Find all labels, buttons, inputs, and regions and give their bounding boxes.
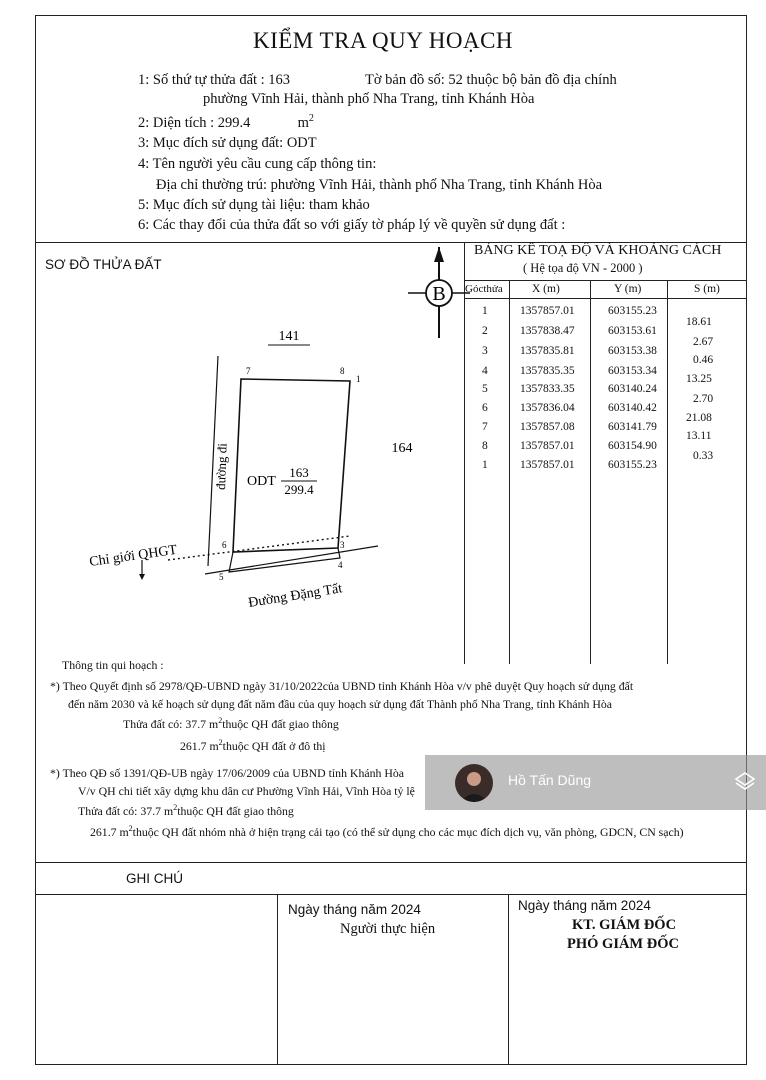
table-cell-y: 603153.34 xyxy=(608,365,657,377)
sign-left-role: Người thực hiện xyxy=(340,921,436,937)
sign-right-date: Ngày tháng năm 2024 xyxy=(518,898,651,913)
qhgt-label: Chỉ giới QHGT xyxy=(88,542,178,570)
planning-decision-1-line1: *) Theo Quyết định số 2978/QĐ-UBND ngày 31/10/2022của UBND tỉnh Khánh Hòa v/v phê duyệt Quy hoạch sử dụng đất xyxy=(50,679,634,693)
info-land-use: 3: Mục đích sử dụng đất: ODT xyxy=(138,135,317,151)
table-cell-x: 1357857.01 xyxy=(520,459,575,471)
info-location: phường Vĩnh Hải, thành phố Nha Trang, tỉnh Khánh Hòa xyxy=(203,91,535,107)
table-cell-y: 603155.23 xyxy=(608,459,657,471)
road-left-label: đường đi xyxy=(213,442,230,491)
info-area: 2: Diện tích : 299.4 $m^2$ xyxy=(138,113,314,131)
point-label-4: 4 xyxy=(338,560,343,570)
info-address: Địa chỉ thường trú: phường Vĩnh Hải, thành phố Nha Trang, tỉnh Khánh Hòa xyxy=(156,177,603,193)
planning-decision-2-line1: *) Theo QĐ số 1391/QĐ-UB ngày 17/06/2009 của UBND tỉnh Khánh Hòa xyxy=(50,766,404,780)
col-header-corner: Gócthửa xyxy=(465,283,503,295)
table-cell-distance: 0.46 xyxy=(693,354,714,366)
info-changes: 6: Các thay đổi của thửa đất so với giấy tờ pháp lý về quyền sử dụng đất : xyxy=(138,217,566,233)
table-cell-corner: 6 xyxy=(482,402,488,414)
table-cell-corner: 4 xyxy=(482,365,488,377)
table-cell-y: 603153.38 xyxy=(608,345,657,357)
sign-left-date: Ngày tháng năm 2024 xyxy=(288,902,421,917)
table-cell-distance: 0.33 xyxy=(693,450,714,462)
road-bottom-label: Đường Đặng Tất xyxy=(247,581,344,611)
table-cell-distance: 13.25 xyxy=(686,373,712,385)
area-unit: m xyxy=(297,114,309,131)
table-cell-x: 1357838.47 xyxy=(520,325,575,337)
planning-decision-1-traffic: Thửa đất có: 37.7 $m^2thuộc$ QH đất giao thông xyxy=(123,716,339,731)
table-cell-corner: 1 xyxy=(482,305,488,317)
point-label-1: 1 xyxy=(356,374,361,384)
table-cell-corner: 2 xyxy=(482,325,488,337)
layers-icon[interactable] xyxy=(733,770,757,794)
planning-heading: Thông tin qui hoạch : xyxy=(62,658,164,672)
map-section-label: SƠ ĐỒ THỬA ĐẤT xyxy=(45,257,162,272)
user-name[interactable]: Hồ Tấn Dũng xyxy=(508,772,592,788)
table-cell-y: 603140.24 xyxy=(608,383,657,395)
table-cell-x: 1357857.01 xyxy=(520,305,575,317)
col-header-s: S (m) xyxy=(694,283,720,295)
avatar[interactable] xyxy=(455,764,493,802)
table-cell-corner: 5 xyxy=(482,383,488,395)
parcel-164-label: 164 xyxy=(391,441,413,456)
qhgt-arrow xyxy=(139,574,145,580)
info-purpose: 5: Mục đích sử dụng tài liệu: tham khảo xyxy=(138,197,370,213)
sign-right-role-2: PHÓ GIÁM ĐỐC xyxy=(567,936,679,952)
table-cell-x: 1357835.81 xyxy=(520,345,575,357)
table-cell-corner: 3 xyxy=(482,345,488,357)
table-cell-x: 1357833.35 xyxy=(520,383,575,395)
parcel-area-label: 299.4 xyxy=(284,482,314,497)
coordinate-table xyxy=(464,280,747,664)
planning-decision-2-line2: V/v QH chi tiết xây dựng khu dân cư Phường Vĩnh Hải, Vĩnh Hòa tỷ lệ xyxy=(78,784,415,798)
table-cell-distance: 18.61 xyxy=(686,316,712,328)
table-cell-distance: 2.70 xyxy=(693,393,714,405)
table-cell-x: 1357835.35 xyxy=(520,365,575,377)
parcel-number-label: 163 xyxy=(289,465,309,480)
point-label-3: 3 xyxy=(340,540,345,550)
parcel-use-label: ODT xyxy=(247,474,276,489)
parcel-141-label: 141 xyxy=(278,329,300,344)
table-cell-x: 1357836.04 xyxy=(520,402,575,414)
planning-decision-2-traffic: Thửa đất có: 37.7 $m^2thuộc$ QH đất giao thông xyxy=(78,803,294,818)
info-parcel-number: 1: Số thứ tự thửa đất : 163 xyxy=(138,72,291,88)
table-cell-corner: 8 xyxy=(482,440,488,452)
table-title: BẢNG KÊ TOẠ ĐỘ VÀ KHOẢNG CÁCH xyxy=(474,243,722,258)
table-cell-distance: 2.67 xyxy=(693,336,714,348)
table-cell-y: 603141.79 xyxy=(608,421,657,433)
notes-label: GHI CHÚ xyxy=(126,871,183,886)
col-header-x: X (m) xyxy=(532,283,560,295)
table-subtitle: ( Hệ tọa độ VN - 2000 ) xyxy=(523,261,643,275)
table-cell-y: 603154.90 xyxy=(608,440,657,452)
table-cell-x: 1357857.08 xyxy=(520,421,575,433)
page-title: KIỂM TRA QUY HOẠCH xyxy=(252,28,514,53)
table-cell-corner: 7 xyxy=(482,421,488,433)
planning-decision-1-residential: 261.7 $m^2thuộc$ QH đất ở đô thị xyxy=(180,738,326,753)
point-label-8: 8 xyxy=(340,366,345,376)
info-requester: 4: Tên người yêu cầu cung cấp thông tin: xyxy=(138,156,377,172)
table-cell-distance: 21.08 xyxy=(686,412,712,424)
table-cell-y: 603140.42 xyxy=(608,402,657,414)
point-label-5: 5 xyxy=(219,572,224,582)
planning-decision-1-line2: đến năm 2030 và kế hoạch sử dụng đất năm đầu của quy hoạch sử dụng đất Thành phố Nha Trang, tỉnh Khánh Hòa xyxy=(68,697,612,711)
table-cell-x: 1357857.01 xyxy=(520,440,575,452)
north-arrow xyxy=(408,247,470,338)
north-label: B xyxy=(432,283,446,305)
sign-right-role-1: KT. GIÁM ĐỐC xyxy=(572,917,677,933)
point-label-7: 7 xyxy=(246,366,251,376)
point-label-6: 6 xyxy=(222,540,227,550)
info-map-sheet: Tờ bản đồ số: 52 thuộc bộ bản đồ địa chính xyxy=(365,72,617,88)
table-cell-distance: 13.11 xyxy=(686,430,712,442)
table-cell-y: 603155.23 xyxy=(608,305,657,317)
col-header-y: Y (m) xyxy=(614,283,642,295)
table-cell-corner: 1 xyxy=(482,459,488,471)
table-cell-y: 603153.61 xyxy=(608,325,657,337)
planning-decision-2-residential: 261.7 $m^2thuộc$ QH đất nhóm nhà ở hiện trạng cải tạo (có thể sử dụng cho các mục đích dịch vụ, văn phòng, GDCN, CN sạch) xyxy=(90,824,684,839)
